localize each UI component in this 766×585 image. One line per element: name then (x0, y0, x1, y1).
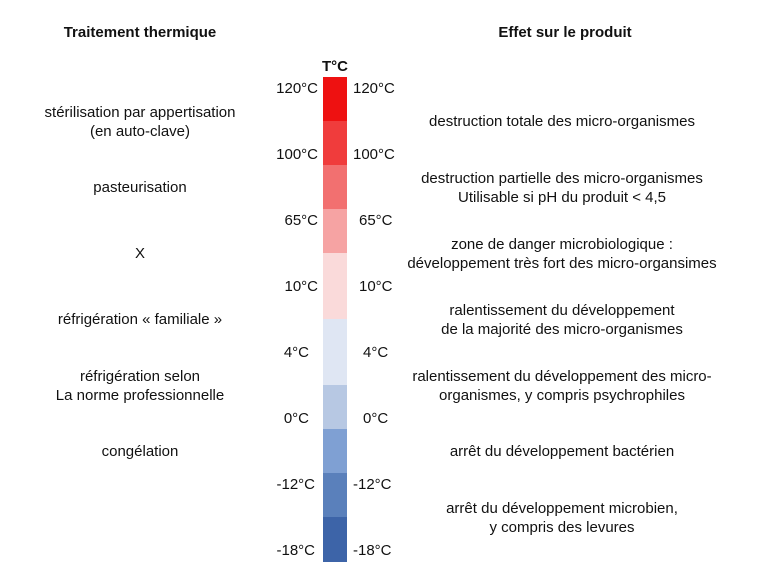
effect-destruction-partielle (382, 169, 742, 207)
effect-arret-microbien (382, 499, 742, 537)
treatment-pasteurisation (10, 178, 270, 197)
temperature-label-left: 120°C (276, 80, 318, 97)
temperature-label-right: 120°C (353, 80, 395, 97)
treatment-congelation (10, 442, 270, 461)
effect-line: organismes, y compris psychrophiles (439, 387, 685, 404)
temperature-label-left: 10°C (284, 278, 318, 295)
temperature-label-left: -18°C (276, 542, 315, 559)
temperature-label-right: 100°C (353, 146, 395, 163)
scale-segment (323, 121, 347, 165)
temperature-label-left: -12°C (276, 476, 315, 493)
effect-destruction-totale (382, 112, 742, 131)
scale-segment (323, 209, 347, 253)
effect-line: zone de danger microbiologique : (451, 236, 673, 253)
effect-line: destruction partielle des micro-organismes (421, 170, 703, 187)
effect-line: y compris des levures (489, 519, 635, 536)
temperature-label-right: 4°C (363, 344, 389, 361)
scale-segment (323, 429, 347, 473)
scale-segment (323, 77, 347, 121)
temperature-unit-header: T°C (322, 58, 348, 75)
effect-ralentissement-majorite (382, 301, 742, 339)
treatment-line: réfrigération selon (79, 368, 201, 385)
temperature-label-right: -12°C (353, 476, 392, 493)
treatment-line: La norme professionnelle (55, 387, 225, 404)
scale-segment (323, 517, 347, 562)
temperature-label-left: 0°C (283, 410, 309, 427)
treatment-line: pasteurisation (93, 179, 187, 196)
temperature-scale-bar (323, 77, 347, 562)
effect-line: développement très fort des micro-organsimes (407, 255, 717, 272)
temperature-label-right: 0°C (363, 410, 389, 427)
treatment-line: congélation (101, 443, 179, 460)
effect-line: arrêt du développement bactérien (449, 443, 675, 460)
effect-zone-danger (382, 235, 742, 273)
treatment-refrigeration-professionnelle (10, 367, 270, 405)
effect-arret-bacterien (382, 442, 742, 461)
temperature-label-left: 4°C (283, 344, 309, 361)
scale-segment (323, 473, 347, 517)
temperature-label-right: -18°C (353, 542, 392, 559)
treatment-line: réfrigération « familiale » (57, 311, 223, 328)
effect-line: ralentissement du développement (449, 302, 675, 319)
temperature-label-right: 10°C (359, 278, 393, 295)
scale-segment (323, 165, 347, 209)
effect-line: ralentissement du développement des micro- (412, 368, 712, 385)
treatment-line: X (134, 245, 145, 262)
temperature-label-left: 100°C (276, 146, 318, 163)
treatment-refrigeration-familiale (10, 310, 270, 329)
scale-segment (323, 253, 347, 319)
scale-segment (323, 385, 347, 429)
treatment-header: Traitement thermique (63, 24, 217, 41)
effect-line: de la majorité des micro-organismes (441, 321, 683, 338)
scale-segment (323, 319, 347, 385)
treatment-line: (en auto-clave) (89, 123, 191, 140)
effect-header: Effet sur le produit (498, 24, 632, 41)
treatment-sterilisation (10, 103, 270, 141)
effect-ralentissement-psychrophiles (382, 367, 742, 405)
treatment-x (10, 244, 270, 263)
temperature-label-right: 65°C (359, 212, 393, 229)
effect-line: arrêt du développement microbien, (446, 500, 678, 517)
effect-line: Utilisable si pH du produit < 4,5 (457, 189, 667, 206)
treatment-line: stérilisation par appertisation (44, 104, 236, 121)
temperature-label-left: 65°C (284, 212, 318, 229)
effect-line: destruction totale des micro-organismes (429, 113, 695, 130)
